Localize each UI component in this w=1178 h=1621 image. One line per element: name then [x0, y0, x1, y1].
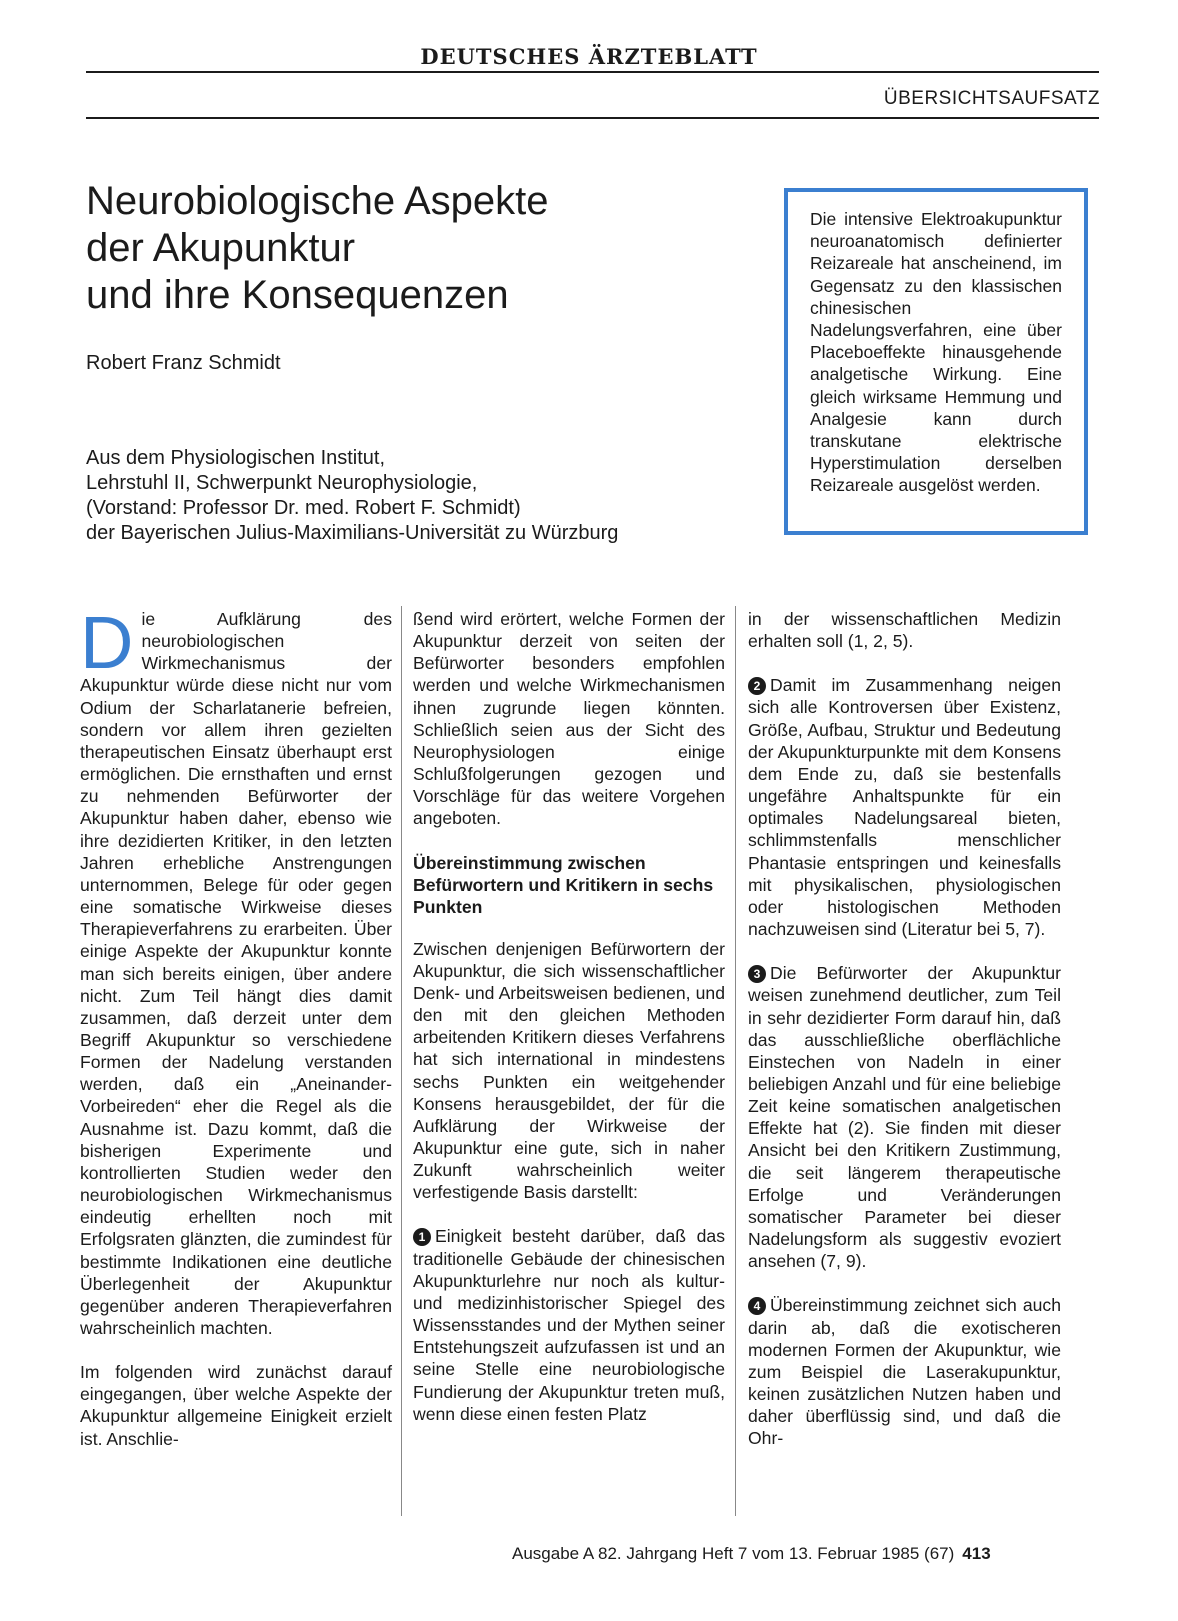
paragraph: Zwischen denjenigen Befürwortern der Akupunktur, die sich wissenschaftlicher Denk- und Arbeitsweisen bedienen, und den mit den gleichen Methoden arbeitenden Kritikern dieses Verfahrens hat sich international in mindestens sechs Punkten ein weitgehender Konsens herausgebildet, der für die Aufklärung der Wirkweise der Akupunktur eine gute, sich in naher Zukunft wahrscheinlich weiter verfestigende Basis darstellt:: [413, 938, 725, 1203]
body-column-3: [748, 608, 1061, 1471]
paragraph: [748, 1294, 1061, 1449]
affiliation-line-2: Lehrstuhl II, Schwerpunkt Neurophysiologie,: [86, 472, 478, 494]
paragraph: [748, 674, 1061, 940]
article-title: [86, 178, 686, 319]
body-column-1: [80, 601, 392, 1472]
title-line-3: und ihre Konsequenzen: [86, 273, 509, 317]
body-column-2: [413, 608, 725, 1447]
affiliation: [86, 446, 618, 546]
author-name: Robert Franz Schmidt: [86, 352, 281, 374]
issue-info: Ausgabe A 82. Jahrgang Heft 7 vom 13. Februar 1985 (67): [512, 1544, 955, 1563]
point-number-4: 4: [748, 1297, 766, 1315]
affiliation-line-3: (Vorstand: Professor Dr. med. Robert F. Schmidt): [86, 497, 521, 519]
title-line-2: der Akupunktur: [86, 226, 356, 270]
paragraph-text: Die Befürworter der Akupunktur weisen zunehmend deutlicher, zum Teil in sehr dezidierter Form darauf hin, daß das ausschließliche oberflächliche Einstechen von Nadeln in einer beliebigen Anzahl und für eine beliebige Zeit keine somatischen analgetischen Effekte hat (2). Sie finden mit dieser Ansicht bei den Kritikern Zustimmung, die seit längerem therapeutische Erfolge und Veränderungen somatischer Parameter bei dieser Nadelungsform als suggestiv evoziert ansehen (7, 9).: [748, 963, 1061, 1272]
column-divider-2: [735, 606, 736, 1516]
section-heading: Übereinstimmung zwischen Befürwortern und Kritikern in sechs Punkten: [413, 852, 714, 917]
paragraph: [413, 1225, 725, 1424]
page-footer: [512, 1544, 991, 1564]
page-number: 413: [962, 1544, 991, 1563]
paragraph-text: ie Aufklärung des neurobiologischen Wirkmechanismus der Akupunktur würde diese nicht nur vom Odium der Scharlatanerie befreien, sondern vor allem ihren gezielten therapeutischen Einsatz überhaupt erst ermöglichen. Die ernsthaften und ernst zu nehmenden Befürworter der Akupunktur haben daher, ebenso wie ihre dezidierten Kritiker, in den letzten Jahren erhebliche Anstrengungen unternommen, Belege für oder gegen eine somatische Wirkweise dieses Therapieverfahrens zu erarbeiten. Über einige Aspekte der Akupunktur konnte man sich bereits einigen, über andere nicht. Zum Teil hängt dies damit zusammen, daß derzeit unter dem Begriff Akupunktur so verschiedene Formen der Nadelung verstanden werden, daß ein „Aneinander-Vorbeireden“ eher die Regel als die Ausnahme ist. Dazu kommt, daß die bisherigen Experimente und kontrollierten Studien weder den neurobiologischen Wirkmechanismus eindeutig erhellten noch mit Erfolgsraten glänzten, die zumindest für bestimmte Indikationen eine deutliche Überlegenheit der Akupunktur gegenüber anderen Therapieverfahren wahrscheinlich machten.: [80, 609, 392, 1338]
column-divider-1: [401, 606, 402, 1516]
paragraph: in der wissenschaftlichen Medizin erhalten soll (1, 2, 5).: [748, 609, 1061, 652]
section-rule: [86, 117, 1099, 119]
paragraph-text: Damit im Zusammenhang neigen sich alle Kontroversen über Existenz, Größe, Aufbau, Struktur und Bedeutung der Akupunkturpunkte mit dem Konsens dem Ende zu, daß sie bestenfalls ungefähre Anhaltspunkte für ein optimales Nadelungsareal bieten, schlimmstenfalls menschlicher Phantasie entspringen und keinesfalls mit physikalischen, physiologischen oder histologischen Methoden nachzuweisen sind (Literatur bei 5, 7).: [748, 675, 1061, 940]
point-number-1: 1: [413, 1228, 431, 1246]
paragraph: ßend wird erörtert, welche Formen der Akupunktur derzeit von seiten der Befürworter besonders empfohlen werden und welche Wirkmechanismen ihnen zugrunde liegen könnten. Schließlich seien aus der Sicht des Neurophysiologen einige Schlußfolgerungen gezogen und Vorschläge für das weitere Vorgehen angeboten.: [413, 609, 725, 829]
paragraph: [80, 601, 392, 1339]
title-line-1: Neurobiologische Aspekte: [86, 179, 549, 223]
paragraph-text: Übereinstimmung zeichnet sich auch darin ab, daß die exotischeren modernen Formen der Akupunktur, wie zum Beispiel die Laserakupunktur, keinen zusätzlichen Nutzen haben und daher überflüssig sind, und daß die Ohr-: [748, 1295, 1061, 1449]
abstract-box: [784, 188, 1088, 535]
paragraph: [748, 962, 1061, 1272]
paragraph-text: Einigkeit besteht darüber, daß das traditionelle Gebäude der chinesischen Akupunkturlehre nur noch als kultur- und medizinhistorischer Spiegel des Wissensstandes und der Mythen seiner Entstehungszeit aufzufassen ist und an seine Stelle eine neurobiologische Fundierung der Akupunktur treten muß, wenn diese einen festen Platz: [413, 1226, 725, 1424]
affiliation-line-4: der Bayerischen Julius-Maximilians-Universität zu Würzburg: [86, 522, 619, 544]
drop-cap: D: [80, 601, 134, 684]
paragraph: Im folgenden wird zunächst darauf eingegangen, über welche Aspekte der Akupunktur allgemeine Einigkeit erzielt ist. Anschlie-: [80, 1362, 392, 1449]
masthead-rule: [86, 71, 1099, 73]
point-number-3: 3: [748, 965, 766, 983]
affiliation-line-1: Aus dem Physiologischen Institut,: [86, 447, 386, 469]
section-label: ÜBERSICHTSAUFSATZ: [883, 88, 1100, 109]
abstract-text: Die intensive Elektroakupunktur neuroanatomisch definierter Reizareale hat anscheinend, im Gegensatz zu den klassischen chinesischen Nadelungsverfahren, eine über Placeboeffekte hinausgehende analgetische Wirkung. Eine gleich wirksame Hemmung und Analgesie kann durch transkutane elektrische Hyperstimulation derselben Reizareale ausgelöst werden.: [810, 209, 1062, 496]
journal-masthead: DEUTSCHES ÄRZTEBLATT: [420, 44, 758, 69]
point-number-2: 2: [748, 677, 766, 695]
